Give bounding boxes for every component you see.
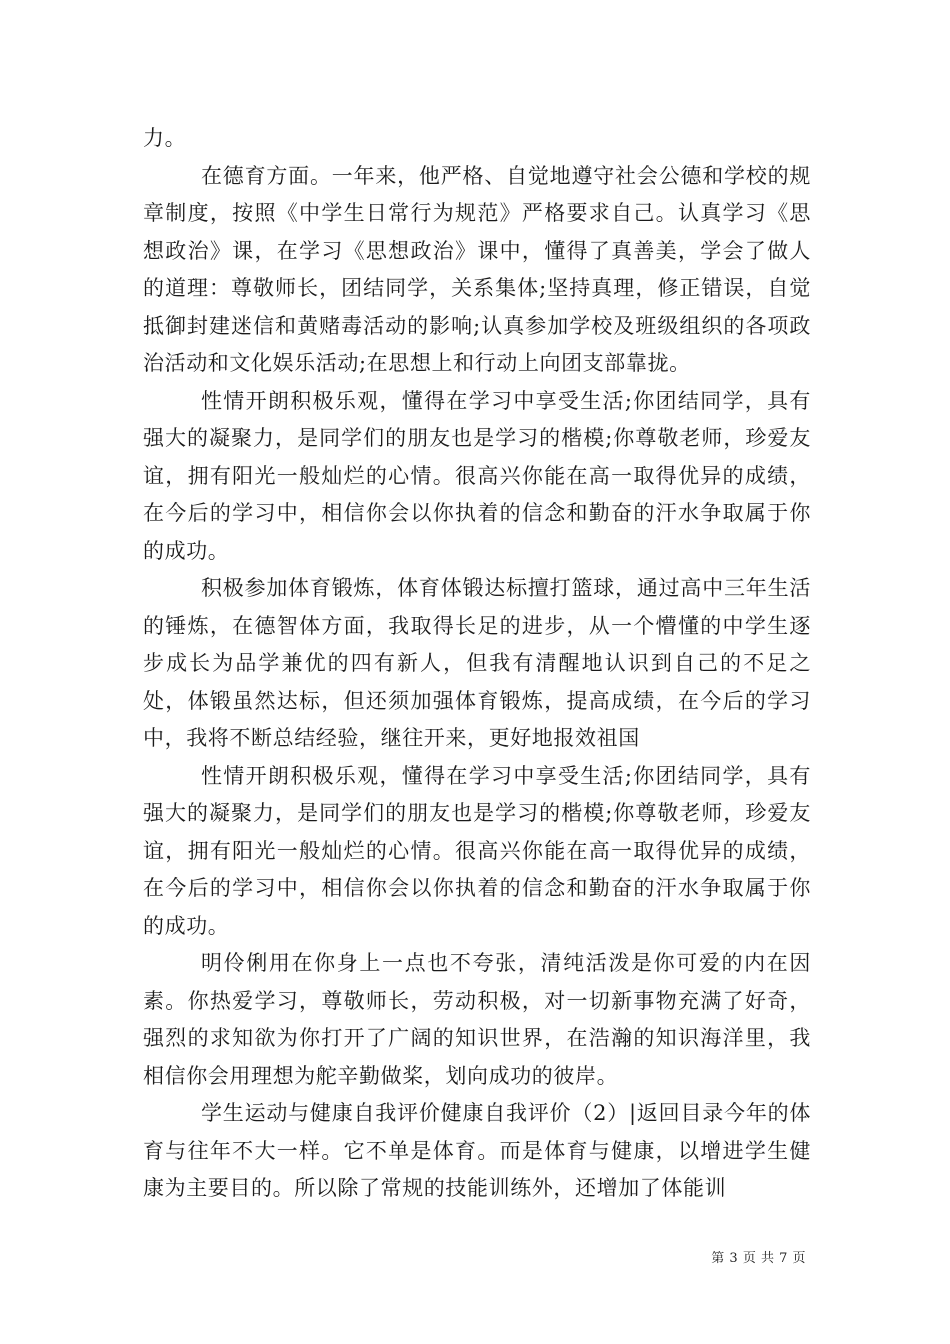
paragraph-clever-lively: 明伶俐用在你身上一点也不夸张，清纯活泼是你可爱的内在因素。你热爱学习，尊敬师长，劳动积极，对一切新事物充满了好奇，强烈的求知欲为你打开了广阔的知识世界，在浩瀚的知识海洋里，我相信你会用理想为舵辛勤做桨，划向成功的彼岸。 xyxy=(143,951,811,1088)
paragraph-personality-comment: 性情开朗积极乐观，懂得在学习中享受生活;你团结同学，具有强大的凝聚力，是同学们的朋友也是学习的楷模;你尊敬老师，珍爱友谊，拥有阳光一般灿烂的心情。很高兴你能在高一取得优异的成绩，在今后的学习中，相信你会以你执着的信念和勤奋的汗水争取属于你的成功。 xyxy=(143,388,811,563)
paragraph-physical-exercise: 积极参加体育锻炼，体育体锻达标擅打篮球，通过高中三年生活的锤炼，在德智体方面，我取得长足的进步，从一个懵懂的中学生逐步成长为品学兼优的四有新人，但我有清醒地认识到自己的不足之处，体锻虽然达标，但还须加强体育锻炼，提高成绩，在今后的学习中，我将不断总结经验，继往开来，更好地报效祖国 xyxy=(143,576,811,750)
document-body xyxy=(143,120,811,1208)
paragraph-health-self-evaluation: 学生运动与健康自我评价健康自我评价（2）|返回目录今年的体育与往年不大一样。它不单是体育。而是体育与健康，以增进学生健康为主要目的。所以除了常规的技能训练外，还增加了体能训 xyxy=(143,1101,811,1200)
page-number-footer: 第 3 页 共 7 页 xyxy=(711,1251,806,1266)
paragraph-continuation: 力。 xyxy=(143,126,187,150)
paragraph-moral-education: 在德育方面。一年来，他严格、自觉地遵守社会公德和学校的规章制度，按照《中学生日常行为规范》严格要求自己。认真学习《思想政治》课，在学习《思想政治》课中，懂得了真善美，学会了做人的道理：尊敬师长，团结同学，关系集体;坚持真理，修正错误，自觉抵御封建迷信和黄赌毒活动的影响;认真参加学校及班级组织的各项政治活动和文化娱乐活动;在思想上和行动上向团支部靠拢。 xyxy=(143,163,811,375)
paragraph-personality-comment-repeat: 性情开朗积极乐观，懂得在学习中享受生活;你团结同学，具有强大的凝聚力，是同学们的朋友也是学习的楷模;你尊敬老师，珍爱友谊，拥有阳光一般灿烂的心情。很高兴你能在高一取得优异的成绩，在今后的学习中，相信你会以你执着的信念和勤奋的汗水争取属于你的成功。 xyxy=(143,763,811,938)
